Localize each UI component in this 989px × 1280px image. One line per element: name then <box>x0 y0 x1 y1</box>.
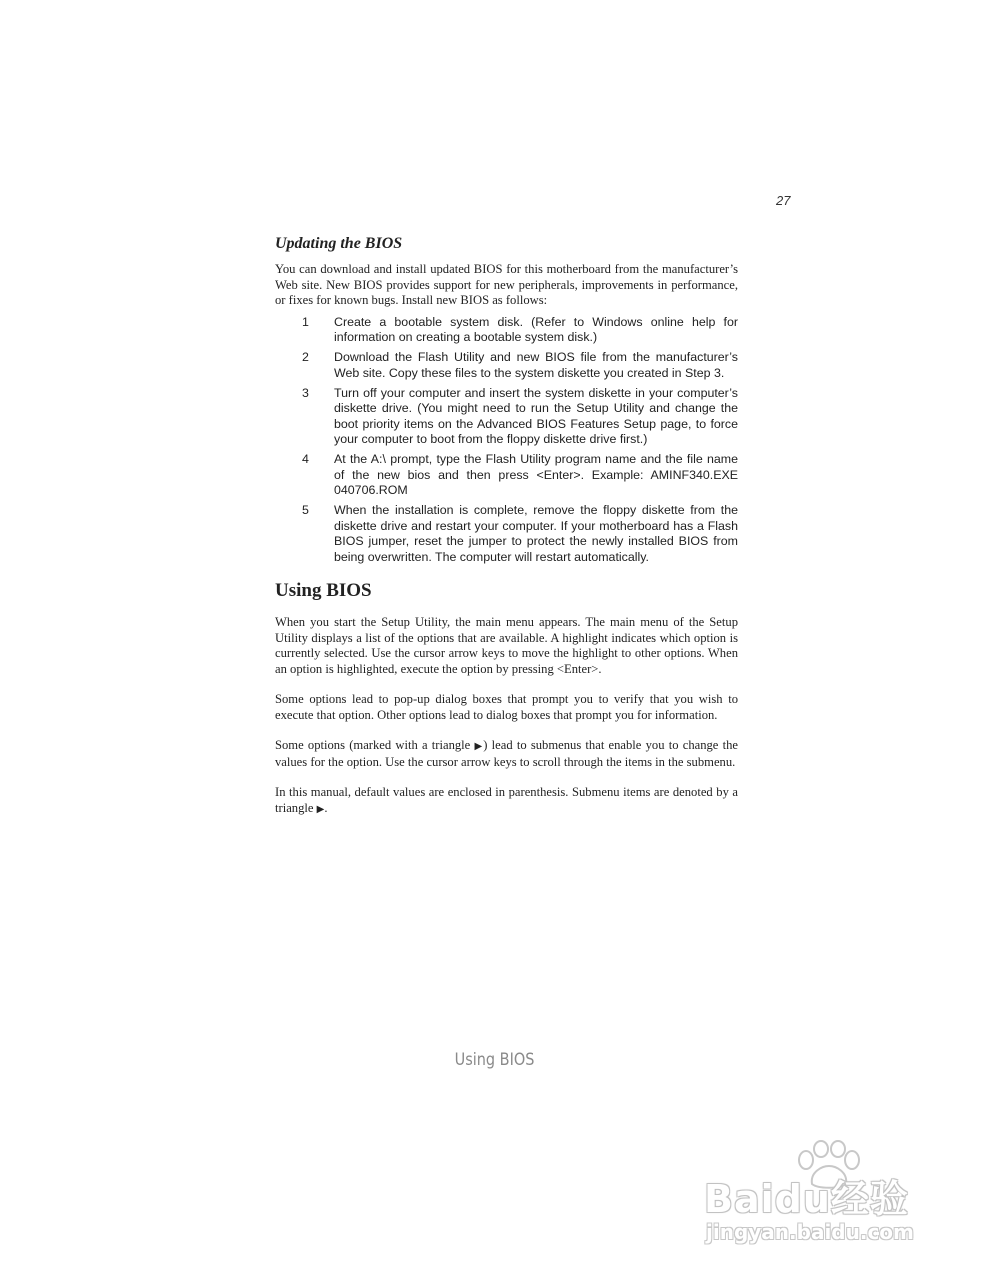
using-paragraph-3 <box>275 738 738 770</box>
page-number: 27 <box>776 193 791 208</box>
using-paragraph-1: When you start the Setup Utility, the main menu appears. The main menu of the Setup Utility displays a list of the options that are available. A highlight indicates which option is currently selected. Use the cursor arrow keys to move the highlight to other options. When an option is highlighted, execute the option by pressing <Enter>. <box>275 615 738 676</box>
paragraph-text: . <box>324 800 328 815</box>
paragraph-text: Some options (marked with a triangle <box>275 738 475 752</box>
step-text: Turn off your computer and insert the system diskette in your computer’s diskette drive. (You might need to run the Setup Utility and change the boot priority items on the Advanced BIOS Features Setup page, to force your computer to boot from the floppy diskette drive first.) <box>334 385 738 446</box>
list-item <box>275 315 738 346</box>
triangle-icon: ▶ <box>316 803 325 815</box>
watermark-url: jingyan.baidu.com <box>706 1220 914 1244</box>
step-text: Download the Flash Utility and new BIOS file from the manufacturer’s Web site. Copy these files to the system diskette you created in Step 3. <box>334 350 738 380</box>
update-steps-list <box>275 315 738 566</box>
paragraph-text: In this manual, default values are enclosed in parenthesis. Submenu items are denoted by a triangle <box>275 785 738 815</box>
triangle-icon: ▶ <box>474 741 484 752</box>
list-item <box>275 452 738 499</box>
step-text: At the A:\ prompt, type the Flash Utility program name and the file name of the new bios and then press <Enter>. Example: AMINF340.EXE 040706.ROM <box>334 452 738 497</box>
updating-bios-heading: Updating the BIOS <box>275 235 403 252</box>
paragraph-text: ) lead to submenus that enable you to change the values for the option. Use the cursor arrow keys to scroll through the items in the submenu. <box>275 738 738 769</box>
step-number: 2 <box>302 350 309 364</box>
baidu-watermark <box>700 1140 940 1250</box>
step-number: 1 <box>302 314 309 329</box>
page-footer: Using BIOS <box>454 1050 535 1070</box>
using-paragraph-2: Some options lead to pop-up dialog boxes that prompt you to verify that you wish to execute that option. Other options lead to dialog boxes that prompt you for information. <box>275 692 738 722</box>
step-text: Create a bootable system disk. (Refer to Windows online help for information on creating a bootable system disk.) <box>334 314 738 344</box>
page-content <box>275 234 738 817</box>
step-text: When the installation is complete, remove the floppy diskette from the diskette drive and restart your computer. If your motherboard has a Flash BIOS jumper, reset the jumper to protect the newly installed BIOS from being overwritten. The computer will restart automatically. <box>334 503 738 564</box>
using-paragraph-4 <box>275 785 738 817</box>
step-number: 5 <box>302 503 309 517</box>
step-number: 4 <box>302 452 309 466</box>
list-item <box>275 503 738 565</box>
list-item <box>275 386 738 448</box>
list-item <box>275 350 738 381</box>
watermark-logo: Baidu经验 <box>704 1177 909 1221</box>
step-number: 3 <box>302 385 309 400</box>
updating-intro: You can download and install updated BIOS for this motherboard from the manufacturer’s Web site. New BIOS provides support for new peripherals, improvements in performance, or fixes for known bugs. Install new BIOS as follows: <box>275 262 738 307</box>
using-bios-heading: Using BIOS <box>275 580 372 601</box>
